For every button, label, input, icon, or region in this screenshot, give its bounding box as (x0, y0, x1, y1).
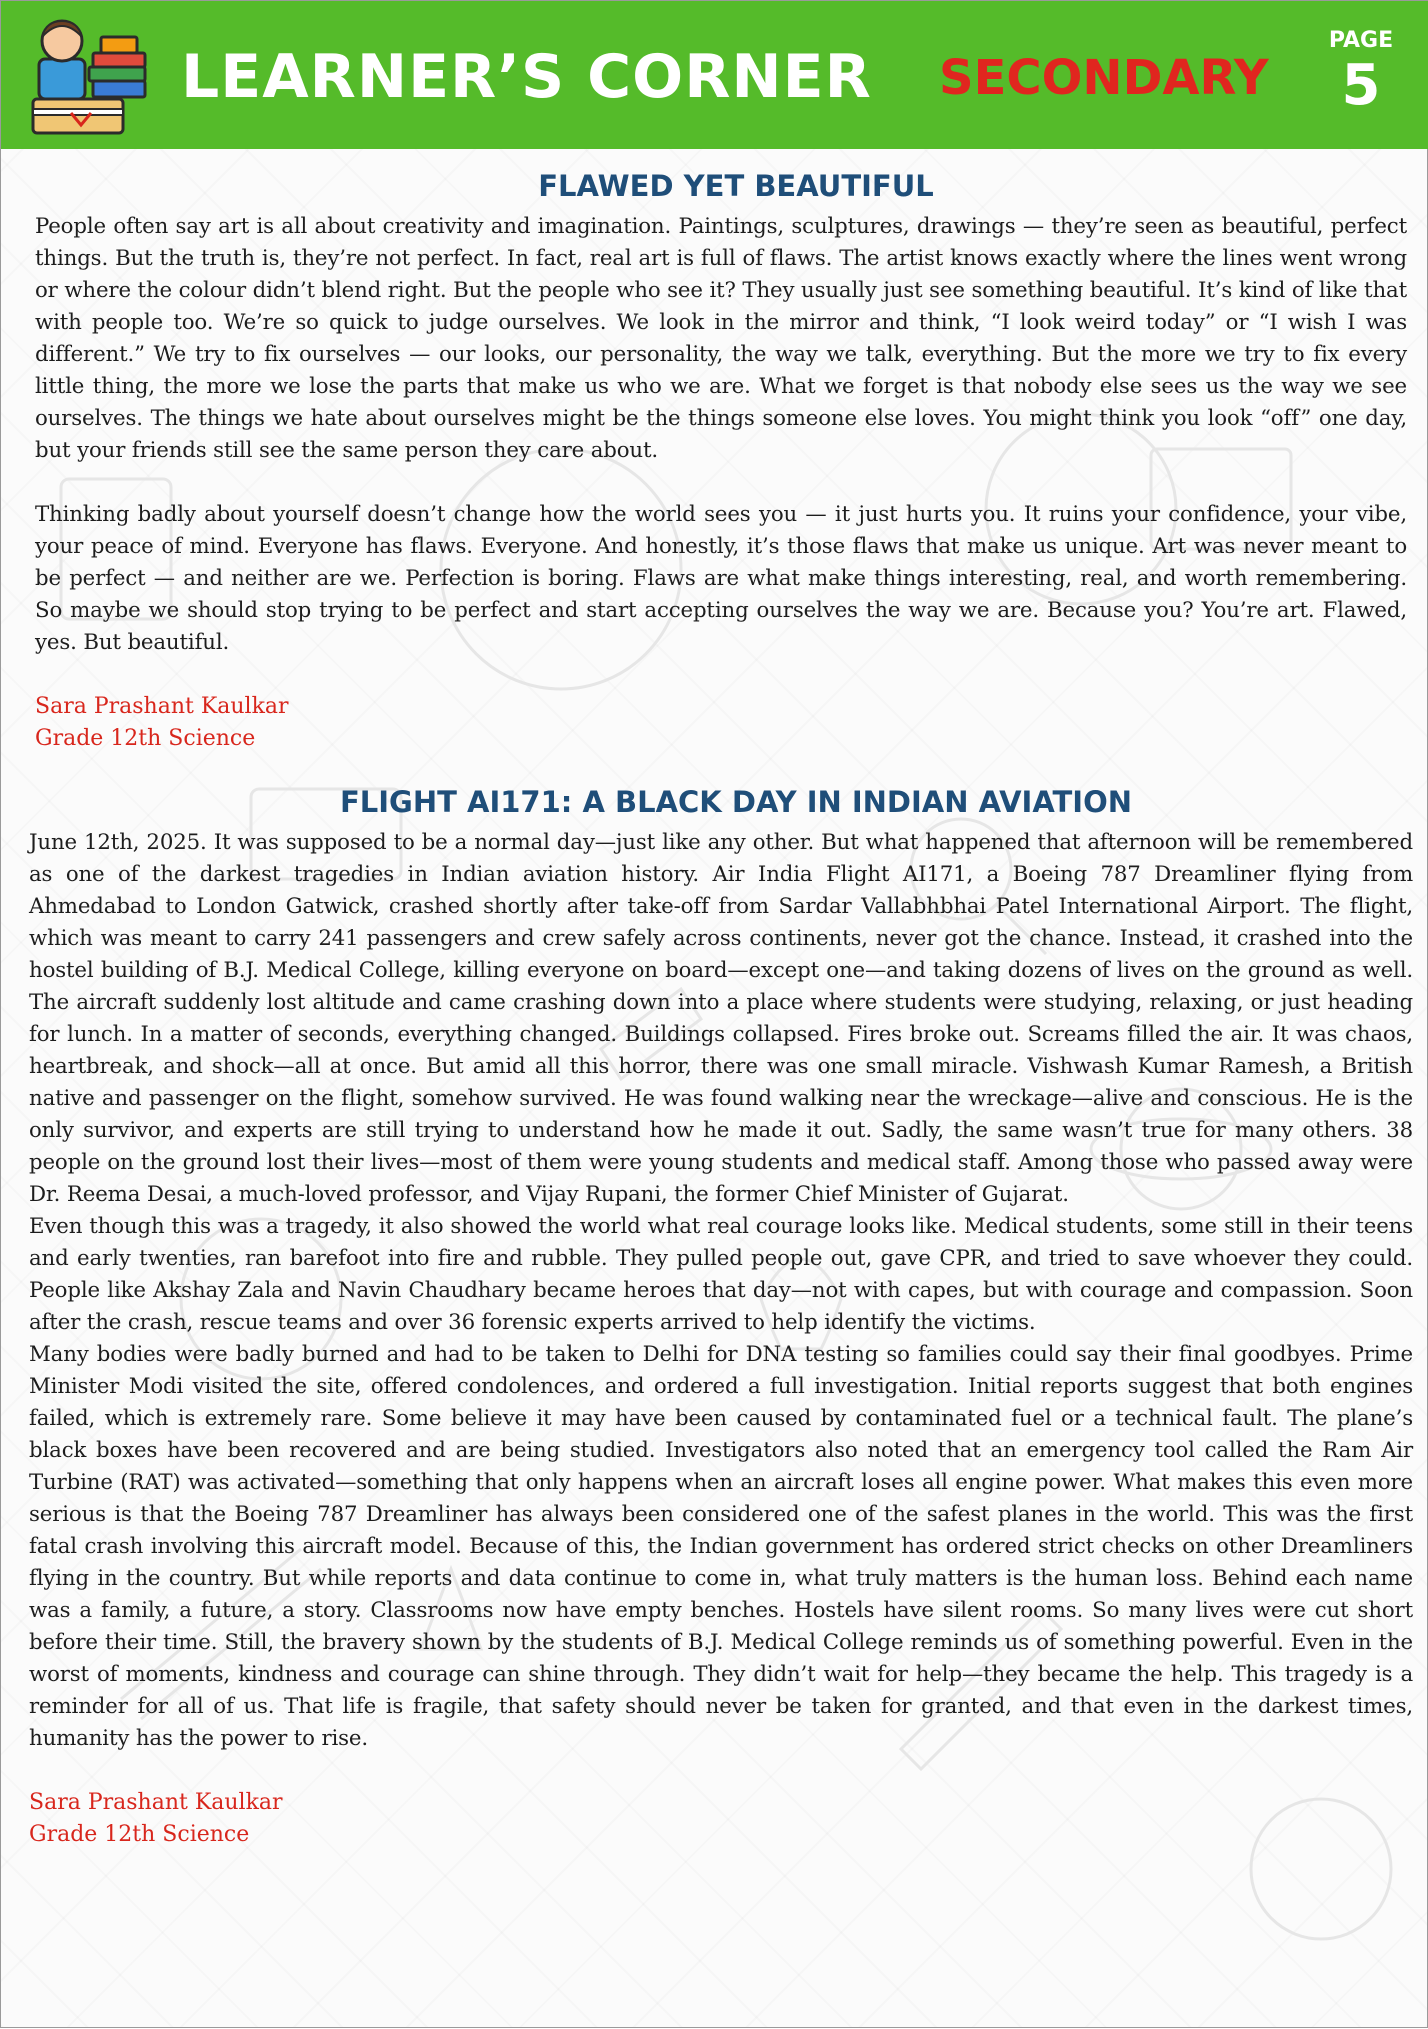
publication-title: LEARNER’S CORNER (181, 42, 872, 112)
author-name: Sara Prashant Kaulkar (29, 1790, 283, 1815)
article-flawed-yet-beautiful (35, 165, 1407, 755)
article-title: FLIGHT AI171: A BLACK DAY IN INDIAN AVIATION (339, 785, 1133, 819)
article-paragraph: Many bodies were badly burned and had to be taken to Delhi for DNA testing so families could say their final goodbyes. Prime Minister Modi visited the site, offered condolences, and ordered a full investigation. Initial reports suggest that both engines failed, which is extremely rare. Some believe it may have been caused by contaminated fuel or a technical fault. The plane’s black boxes have been recovered and are being studied. Investigators also noted that an emergency tool called the Ram Air Turbine (RAT) was activated—something that only happens when an aircraft loses all engine power. What makes this even more serious is that the Boeing 787 Dreamliner has always been considered one of the safest planes in the world. This was the first fatal crash involving this aircraft model. Because of this, the Indian government has ordered strict checks on other Dreamliners flying in the country. But while reports and data continue to come in, what truly matters is the human loss. Behind each name was a family, a future, a story. Classrooms now have empty benches. Hostels have silent rooms. So many lives were cut short before their time. Still, the bravery shown by the students of B.J. Medical College reminds us of something powerful. Even in the worst of moments, kindness and courage can shine through. They didn’t wait for help—they became the help. This tragedy is a reminder for all of us. That life is fragile, that safety should never be taken for granted, and that even in the darkest times, humanity has the power to rise. (29, 1342, 1413, 1751)
article-paragraph: Thinking badly about yourself doesn’t change how the world sees you — it just hurts you. It ruins your confidence, your vibe, your peace of mind. Everyone has flaws. Everyone. And honestly, it’s those flaws that make us unique. Art was never meant to be perfect — and neither are we. Perfection is boring. Flaws are what make things interesting, real, and worth remembering. So maybe we should stop trying to be perfect and start accepting ourselves the way we are. Because you? You’re art. Flawed, yes. But beautiful. (35, 502, 1407, 655)
article-title: FLAWED YET BEAUTIFUL (538, 169, 934, 203)
article-paragraph: Even though this was a tragedy, it also showed the world what real courage looks like. Medical students, some still in their teens and early twenties, ran barefoot into fire and rubble. They pulled people out, gave CPR, and tried to save whoever they could. People like Akshay Zala and Navin Chaudhary became heroes that day—not with capes, but with courage and compassion. Soon after the crash, rescue teams and over 36 forensic experts arrived to help identify the victims. (29, 1214, 1413, 1335)
content (29, 159, 1413, 1851)
author-name: Sara Prashant Kaulkar (35, 694, 289, 719)
header-bar (1, 1, 1428, 149)
student-with-books-icon (31, 13, 149, 139)
author-grade: Grade 12th Science (29, 1822, 250, 1847)
article-paragraph: June 12th, 2025. It was supposed to be a normal day—just like any other. But what happened that afternoon will be remembered as one of the darkest tragedies in Indian aviation history. Air India Flight AI171, a Boeing 787 Dreamliner flying from Ahmedabad to London Gatwick, crashed shortly after take-off from Sardar Vallabhbhai Patel International Airport. The flight, which was meant to carry 241 passengers and crew safely across continents, never got the chance. Instead, it crashed into the hostel building of B.J. Medical College, killing everyone on board—except one—and taking dozens of lives on the ground as well. The aircraft suddenly lost altitude and came crashing down into a place where students were studying, relaxing, or just heading for lunch. In a matter of seconds, everything changed. Buildings collapsed. Fires broke out. Screams filled the air. It was chaos, heartbreak, and shock—all at once. But amid all this horror, there was one small miracle. Vishwash Kumar Ramesh, a British native and passenger on the flight, somehow survived. He was found walking near the wreckage—alive and conscious. He is the only survivor, and experts are still trying to understand how he made it out. Sadly, the same wasn’t true for many others. 38 people on the ground lost their lives—most of them were young students and medical staff. Among those who passed away were Dr. Reema Desai, a much-loved professor, and Vijay Rupani, the former Chief Minister of Gujarat. (29, 830, 1413, 1207)
article-paragraph: People often say art is all about creativity and imagination. Paintings, sculptures, drawings — they’re seen as beautiful, perfect things. But the truth is, they’re not perfect. In fact, real art is full of flaws. The artist knows exactly where the lines went wrong or where the colour didn’t blend right. But the people who see it? They usually just see something beautiful. It’s kind of like that with people too. We’re so quick to judge ourselves. We look in the mirror and think, “I look weird today” or “I wish I was different.” We try to fix ourselves — our looks, our personality, the way we talk, everything. But the more we try to fix every little thing, the more we lose the parts that make us who we are. What we forget is that nobody else sees us the way we see ourselves. The things we hate about ourselves might be the things someone else loves. You might think you look “off” one day, but your friends still see the same person they care about. (35, 214, 1407, 463)
author-grade: Grade 12th Science (35, 726, 256, 751)
section-level: SECONDARY (939, 50, 1269, 106)
page-number: 5 (1341, 53, 1381, 118)
article-flight-ai171 (29, 781, 1413, 1851)
page-label: PAGE (1328, 28, 1394, 53)
